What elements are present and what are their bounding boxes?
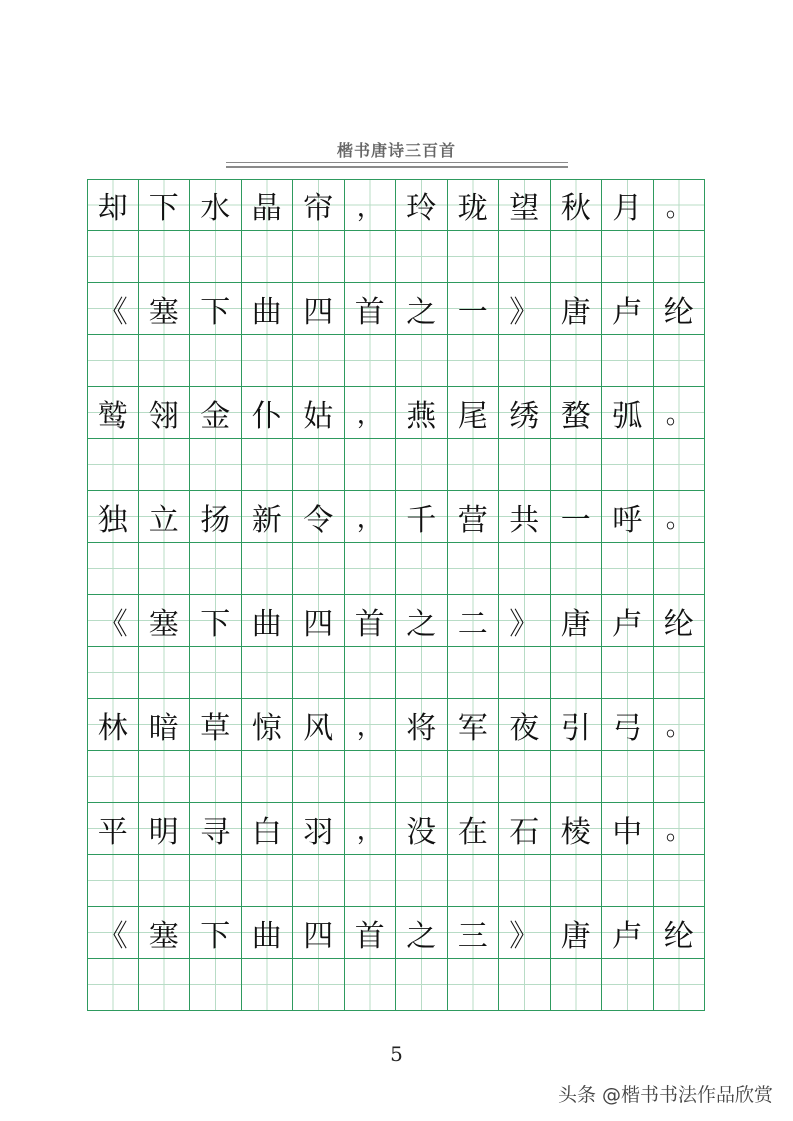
grid-cell (87, 231, 139, 283)
grid-cell: 唐 (551, 907, 603, 959)
grid-cell: 军 (448, 699, 500, 751)
grid-cell (345, 855, 397, 907)
grid-cell: ， (345, 699, 397, 751)
grid-cell (654, 439, 706, 491)
grid-cell: 千 (396, 491, 448, 543)
grid-cell: 白 (242, 803, 294, 855)
text-row (87, 179, 705, 231)
grid-cell (242, 959, 294, 1011)
grid-cell: 。 (654, 803, 706, 855)
grid-cell (87, 439, 139, 491)
practice-row (87, 439, 705, 491)
grid-cell: 水 (190, 179, 242, 231)
grid-cell (293, 855, 345, 907)
grid-cell (654, 335, 706, 387)
grid-cell (190, 231, 242, 283)
grid-cell (190, 439, 242, 491)
grid-cell: 》 (499, 595, 551, 647)
grid-cell (654, 647, 706, 699)
grid-cell (345, 335, 397, 387)
grid-cell (242, 543, 294, 595)
grid-cell (396, 231, 448, 283)
grid-cell (87, 855, 139, 907)
grid-cell: 平 (87, 803, 139, 855)
grid-cell: 之 (396, 283, 448, 335)
grid-cell (499, 231, 551, 283)
grid-cell (448, 855, 500, 907)
grid-cell: 暗 (139, 699, 191, 751)
grid-cell: 卢 (602, 907, 654, 959)
grid-cell: 下 (139, 179, 191, 231)
grid-cell: 卢 (602, 595, 654, 647)
grid-cell: 望 (499, 179, 551, 231)
grid-cell (345, 647, 397, 699)
grid-cell (602, 751, 654, 803)
grid-cell (242, 751, 294, 803)
grid-cell (396, 439, 448, 491)
grid-cell: 首 (345, 595, 397, 647)
grid-cell: 金 (190, 387, 242, 439)
grid-cell (551, 959, 603, 1011)
grid-cell (551, 855, 603, 907)
grid-cell (602, 335, 654, 387)
grid-cell (87, 647, 139, 699)
grid-cell (345, 751, 397, 803)
grid-cell (190, 647, 242, 699)
title-underline-thin (226, 162, 568, 163)
grid-cell (345, 231, 397, 283)
grid-cell: 弓 (602, 699, 654, 751)
grid-cell: 姑 (293, 387, 345, 439)
text-row (87, 803, 705, 855)
grid-cell (139, 959, 191, 1011)
grid-cell (139, 855, 191, 907)
grid-cell (293, 959, 345, 1011)
grid-cell: 下 (190, 907, 242, 959)
grid-cell (396, 751, 448, 803)
grid-cell: 四 (293, 907, 345, 959)
practice-row (87, 959, 705, 1011)
grid-cell: 羽 (293, 803, 345, 855)
grid-cell: 。 (654, 387, 706, 439)
grid-cell: 扬 (190, 491, 242, 543)
grid-cell (87, 543, 139, 595)
grid-cell (396, 647, 448, 699)
grid-cell (293, 439, 345, 491)
grid-cell: 《 (87, 595, 139, 647)
grid-cell (87, 959, 139, 1011)
grid-cell (139, 231, 191, 283)
grid-cell: 首 (345, 283, 397, 335)
grid-cell: 塞 (139, 907, 191, 959)
grid-cell (448, 543, 500, 595)
grid-cell (139, 543, 191, 595)
grid-cell: 卢 (602, 283, 654, 335)
grid-cell (499, 751, 551, 803)
grid-cell: 令 (293, 491, 345, 543)
grid-cell (396, 959, 448, 1011)
grid-cell: 唐 (551, 283, 603, 335)
grid-cell (396, 335, 448, 387)
grid-cell (396, 543, 448, 595)
grid-cell (87, 335, 139, 387)
grid-cell (293, 335, 345, 387)
text-row (87, 595, 705, 647)
grid-cell (654, 231, 706, 283)
grid-cell: 一 (448, 283, 500, 335)
grid-cell (499, 439, 551, 491)
grid-cell: 曲 (242, 595, 294, 647)
grid-cell (190, 959, 242, 1011)
grid-cell (551, 231, 603, 283)
text-row (87, 699, 705, 751)
practice-row (87, 335, 705, 387)
grid-cell: 》 (499, 907, 551, 959)
watermark-text: 头条 @楷书书法作品欣赏 (557, 1084, 773, 1106)
text-row (87, 491, 705, 543)
grid-cell (654, 543, 706, 595)
grid-cell (448, 751, 500, 803)
title-underline-thick (226, 166, 568, 168)
grid-cell: 鹫 (87, 387, 139, 439)
grid-cell: 四 (293, 283, 345, 335)
grid-cell: 帘 (293, 179, 345, 231)
grid-cell: 仆 (242, 387, 294, 439)
practice-row (87, 231, 705, 283)
grid-cell: 塞 (139, 595, 191, 647)
grid-cell (293, 647, 345, 699)
grid-cell (293, 751, 345, 803)
grid-cell (448, 647, 500, 699)
grid-cell: 石 (499, 803, 551, 855)
grid-cell (551, 335, 603, 387)
grid-cell (190, 543, 242, 595)
practice-row (87, 647, 705, 699)
grid-cell: 三 (448, 907, 500, 959)
grid-cell: 之 (396, 907, 448, 959)
grid-cell: 营 (448, 491, 500, 543)
grid-cell: 。 (654, 179, 706, 231)
grid-cell (551, 647, 603, 699)
grid-cell (602, 439, 654, 491)
grid-cell (293, 543, 345, 595)
grid-cell: 蝥 (551, 387, 603, 439)
grid-cell: 立 (139, 491, 191, 543)
grid-cell (190, 335, 242, 387)
grid-cell (499, 855, 551, 907)
grid-cell: 燕 (396, 387, 448, 439)
grid-cell: 翎 (139, 387, 191, 439)
grid-cell (345, 543, 397, 595)
grid-cell (602, 855, 654, 907)
grid-cell: 纶 (654, 283, 706, 335)
grid-cell (242, 647, 294, 699)
grid-cell (654, 855, 706, 907)
grid-cell: 》 (499, 283, 551, 335)
grid-cell: 。 (654, 699, 706, 751)
grid-cell (345, 959, 397, 1011)
grid-cell: 塞 (139, 283, 191, 335)
grid-cell: 珑 (448, 179, 500, 231)
grid-cell: 首 (345, 907, 397, 959)
grid-cell (499, 335, 551, 387)
grid-cell: 尾 (448, 387, 500, 439)
grid-cell: 呼 (602, 491, 654, 543)
grid-cell (293, 231, 345, 283)
grid-cell (551, 751, 603, 803)
grid-cell: 绣 (499, 387, 551, 439)
grid-cell: 纶 (654, 907, 706, 959)
grid-cell: 《 (87, 907, 139, 959)
grid-cell: 独 (87, 491, 139, 543)
page-number: 5 (390, 1042, 403, 1066)
grid-cell (499, 959, 551, 1011)
grid-cell: 唐 (551, 595, 603, 647)
grid-cell: 晶 (242, 179, 294, 231)
grid-cell (242, 855, 294, 907)
grid-cell (345, 439, 397, 491)
grid-cell: 草 (190, 699, 242, 751)
grid-cell: 没 (396, 803, 448, 855)
grid-cell (602, 231, 654, 283)
grid-cell: 下 (190, 595, 242, 647)
grid-cell: 新 (242, 491, 294, 543)
grid-cell (139, 647, 191, 699)
grid-cell (242, 335, 294, 387)
grid-cell: 林 (87, 699, 139, 751)
grid-cell: 下 (190, 283, 242, 335)
practice-row (87, 751, 705, 803)
grid-cell: ， (345, 179, 397, 231)
grid-cell: 风 (293, 699, 345, 751)
grid-cell (654, 959, 706, 1011)
grid-cell: 夜 (499, 699, 551, 751)
grid-cell (499, 647, 551, 699)
grid-cell: 之 (396, 595, 448, 647)
grid-cell: 二 (448, 595, 500, 647)
grid-cell (190, 855, 242, 907)
grid-cell (654, 751, 706, 803)
text-row (87, 387, 705, 439)
page-title: 楷书唐诗三百首 (336, 141, 456, 160)
grid-cell: 秋 (551, 179, 603, 231)
grid-cell: 惊 (242, 699, 294, 751)
grid-cell: 弧 (602, 387, 654, 439)
grid-cell: 将 (396, 699, 448, 751)
grid-cell: 纶 (654, 595, 706, 647)
grid-cell: 玲 (396, 179, 448, 231)
grid-cell: 寻 (190, 803, 242, 855)
grid-cell: ， (345, 803, 397, 855)
grid-cell: 。 (654, 491, 706, 543)
grid-cell (602, 647, 654, 699)
grid-cell: ， (345, 387, 397, 439)
grid-cell (551, 439, 603, 491)
text-row (87, 283, 705, 335)
practice-row (87, 855, 705, 907)
grid-cell (190, 751, 242, 803)
grid-cell: 中 (602, 803, 654, 855)
grid-cell: 共 (499, 491, 551, 543)
calligraphy-grid (87, 179, 705, 1012)
grid-cell (87, 751, 139, 803)
grid-cell: 却 (87, 179, 139, 231)
grid-cell: 在 (448, 803, 500, 855)
practice-row (87, 543, 705, 595)
grid-cell (448, 959, 500, 1011)
grid-cell (139, 439, 191, 491)
grid-cell (448, 439, 500, 491)
grid-cell: 引 (551, 699, 603, 751)
grid-cell: 月 (602, 179, 654, 231)
grid-cell: ， (345, 491, 397, 543)
grid-cell (551, 543, 603, 595)
grid-cell: 棱 (551, 803, 603, 855)
grid-cell (242, 231, 294, 283)
grid-cell (602, 543, 654, 595)
grid-cell: 四 (293, 595, 345, 647)
grid-cell: 曲 (242, 283, 294, 335)
grid-cell (499, 543, 551, 595)
grid-cell: 一 (551, 491, 603, 543)
grid-cell: 明 (139, 803, 191, 855)
grid-cell: 曲 (242, 907, 294, 959)
grid-cell (396, 855, 448, 907)
text-row (87, 907, 705, 959)
grid-cell (139, 335, 191, 387)
grid-cell (602, 959, 654, 1011)
grid-cell (448, 231, 500, 283)
grid-cell (448, 335, 500, 387)
grid-cell (139, 751, 191, 803)
grid-cell: 《 (87, 283, 139, 335)
grid-cell (242, 439, 294, 491)
